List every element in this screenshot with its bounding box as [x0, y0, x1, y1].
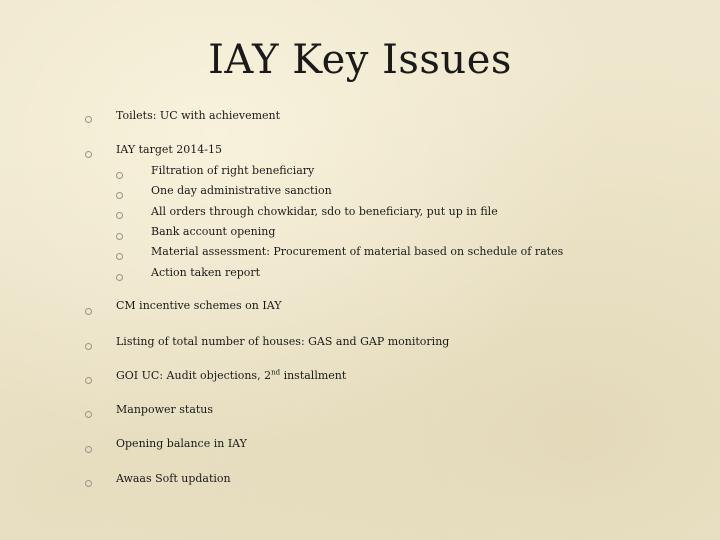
bullet-icon [85, 116, 92, 123]
sub-bullet-item: Bank account opening [151, 225, 276, 238]
bullet-icon [85, 343, 92, 350]
bullet-item: IAY target 2014-15 [116, 143, 223, 156]
bullet-item: Awaas Soft updation [116, 472, 231, 485]
ordinal-superscript: nd [271, 368, 281, 377]
bullet-icon [85, 411, 92, 418]
sub-bullet-item: All orders through chowkidar, sdo to beneficiary, put up in file [151, 205, 498, 218]
bullet-item-text-end: installment [280, 369, 347, 382]
slide-title: IAY Key Issues [208, 37, 512, 83]
bullet-item: CM incentive schemes on IAY [116, 299, 282, 312]
sub-bullet-item: Action taken report [151, 266, 261, 279]
sub-bullet-icon [116, 233, 123, 240]
bullet-item [116, 369, 346, 383]
sub-bullet-item: Material assessment: Procurement of material based on schedule of rates [151, 245, 564, 258]
bullet-item: Manpower status [116, 403, 214, 416]
sub-bullet-icon [116, 253, 123, 260]
bullet-icon [85, 480, 92, 487]
sub-bullet-icon [116, 172, 123, 179]
bullet-item: Listing of total number of houses: GAS and GAP monitoring [116, 335, 450, 348]
bullet-icon [85, 446, 92, 453]
sub-bullet-icon [116, 212, 123, 219]
sub-bullet-item: Filtration of right beneficiary [151, 164, 315, 177]
bullet-icon [85, 308, 92, 315]
bullet-icon [85, 377, 92, 384]
bullet-icon [85, 151, 92, 158]
sub-bullet-icon [116, 274, 123, 281]
bullet-item-text: GOI UC: Audit objections, 2 [116, 369, 272, 382]
bullet-item: Opening balance in IAY [116, 437, 247, 450]
bullet-item: Toilets: UC with achievement [116, 109, 281, 122]
sub-bullet-icon [116, 192, 123, 199]
sub-bullet-item: One day administrative sanction [151, 184, 332, 197]
